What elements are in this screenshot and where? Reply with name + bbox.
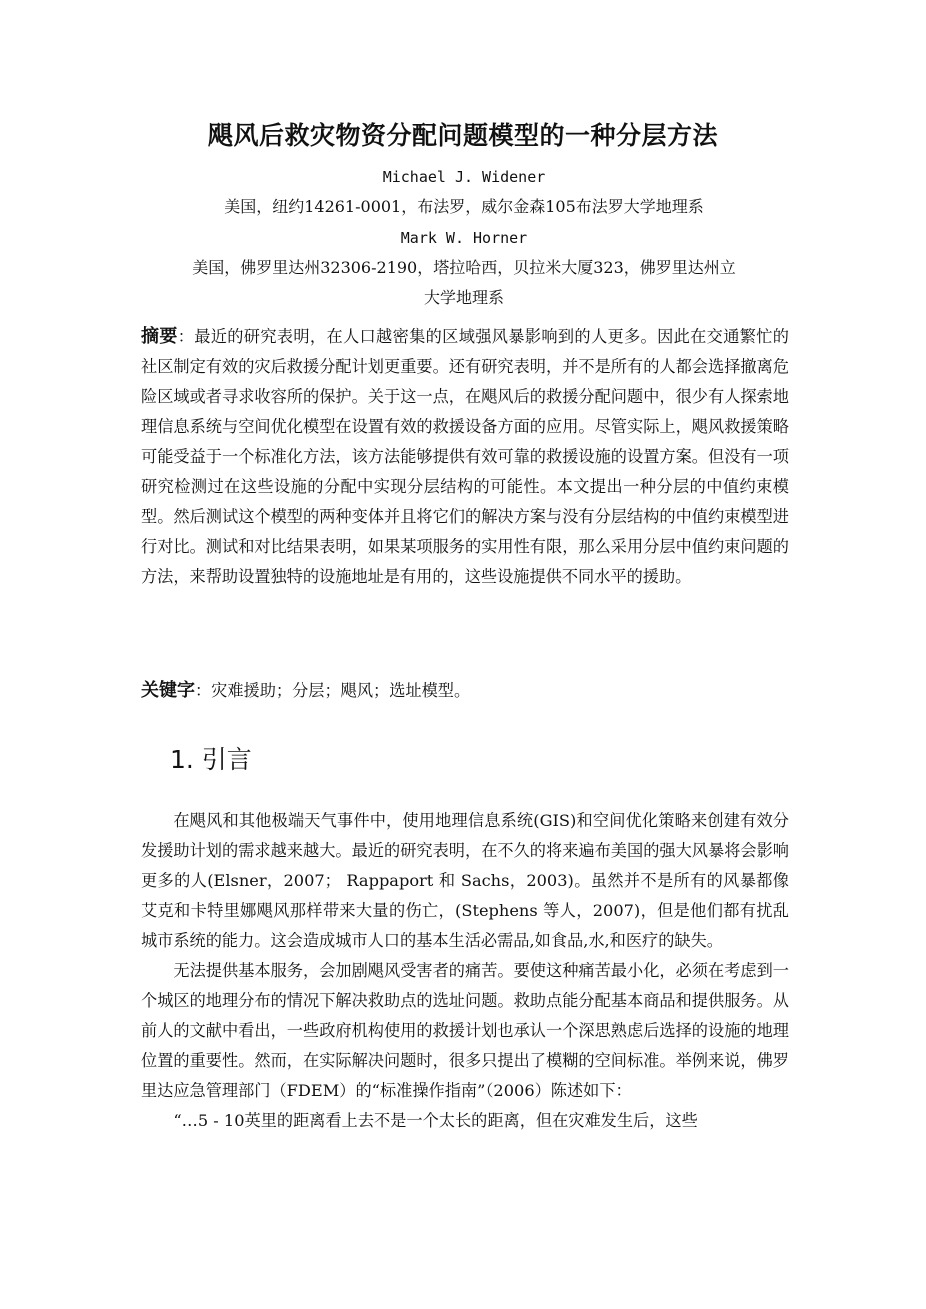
paragraph-1: 在飓风和其他极端天气事件中，使用地理信息系统(GIS)和空间优化策略来创建有效分发援助计划的需求越来越大。最近的研究表明，在不久的将来遍布美国的强大风暴将会影响更多的人(Elsner，2007； Rappaport 和 Sachs，2003)。虽然并不是所有的风暴都像艾克和卡特里娜飓风那样带来大量的伤亡，(Stephens 等人，2007)，但是他们都有扰乱城市系统的能力。这会造成城市人口的基本生活必需品,如食品,水,和医疗的缺失。 [141, 811, 789, 950]
author-1: Michael J. Widener [382, 168, 546, 186]
keywords-text: ：灾难援助；分层；飓风；选址模型。 [195, 681, 471, 700]
abstract [141, 322, 789, 592]
abstract-text: ：最近的研究表明，在人口越密集的区域强风暴影响到的人更多。因此在交通繁忙的社区制定有效的灾后救援分配计划更重要。还有研究表明，并不是所有的人都会选择撤离危险区域或者寻求收容所的保护。关于这一点，在飓风后的救援分配问题中，很少有人探索地理信息系统与空间优化模型在设置有效的救援设备方面的应用。尽管实际上，飓风救援策略可能受益于一个标准化方法，该方法能够提供有效可靠的救援设施的设置方案。但没有一项研究检测过在这些设施的分配中实现分层结构的可能性。本文提出一种分层的中值约束模型。然后测试这个模型的两种变体并且将它们的解决方案与没有分层结构的中值约束模型进行对比。测试和对比结果表明，如果某项服务的实用性有限，那么采用分层中值约束问题的方法，来帮助设置独特的设施地址是有用的，这些设施提供不同水平的援助。 [141, 327, 789, 586]
keywords-label: 关键字 [141, 680, 195, 701]
affiliation-2-line-2: 大学地理系 [423, 288, 504, 307]
affiliation-2-line-1: 美国，佛罗里达州32306-2190，塔拉哈西，贝拉米大厦323，佛罗里达州立 [192, 258, 736, 277]
abstract-label: 摘要 [141, 326, 178, 347]
paragraph-2: 无法提供基本服务，会加剧飓风受害者的痛苦。要使这种痛苦最小化，必须在考虑到一个城区的地理分布的情况下解决救助点的选址问题。救助点能分配基本商品和提供服务。从前人的文献中看出，一些政府机构使用的救援计划也承认一个深思熟虑后选择的设施的地理位置的重要性。然而，在实际解决问题时，很多只提出了模糊的空间标准。举例来说，佛罗里达应急管理部门（FDEM）的“标准操作指南”（2006）陈述如下： [141, 961, 789, 1100]
paper-title: 飓风后救灾物资分配问题模型的一种分层方法 [207, 121, 718, 150]
author-2: Mark W. Horner [400, 229, 528, 247]
affiliation-1: 美国，纽约14261-0001，布法罗，威尔金森105布法罗大学地理系 [224, 197, 704, 216]
introduction-body [141, 806, 789, 1136]
paragraph-3-quote: “…5 - 10英里的距离看上去不是一个太长的距离，但在灾难发生后，这些 [173, 1111, 698, 1130]
section-heading-introduction: 1. 引言 [170, 745, 252, 774]
keywords [141, 676, 789, 706]
